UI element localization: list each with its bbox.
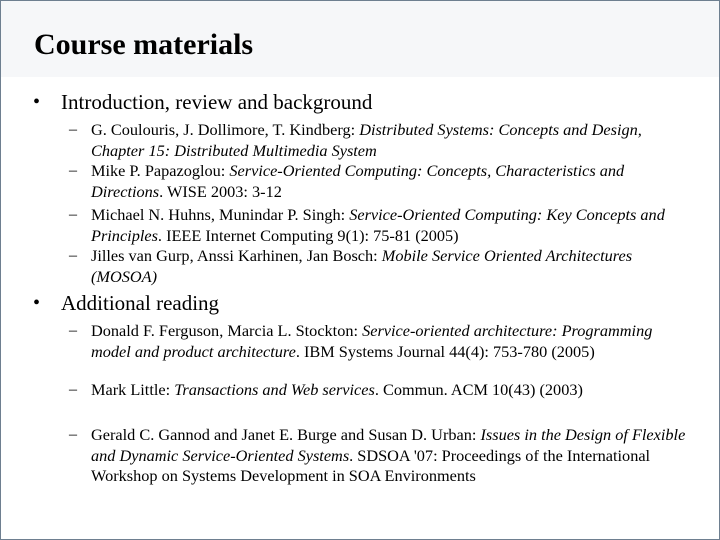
reference-item [91, 321, 691, 362]
reference-venue: . WISE 2003: 3-12 [159, 181, 282, 201]
reference-title: Issues in the Design of Flexible and Dynamic Service-Oriented Systems [91, 425, 686, 465]
reference-item [91, 380, 691, 401]
reference-item [91, 205, 691, 246]
bullet-icon: • [33, 292, 41, 314]
reference-item [91, 120, 691, 161]
reference-title: Service-Oriented Computing: Concepts, Characteristics and Directions [91, 161, 625, 201]
reference-item [91, 161, 691, 202]
dash-icon: – [69, 322, 77, 339]
reference-authors: Mike P. Papazoglou: [91, 161, 230, 180]
dash-icon: – [69, 381, 77, 398]
reference-title: Distributed Systems: Concepts and Design, Chapter 15: Distributed Multimedia System [91, 120, 642, 160]
section-heading: Additional reading [61, 291, 220, 315]
dash-icon: – [69, 121, 77, 138]
section-heading: Introduction, review and background [61, 90, 373, 114]
reference-title: Transactions and Web services [174, 380, 375, 399]
reference-title: Mobile Service Oriented Architectures (MOSOA) [91, 246, 633, 286]
reference-authors: Mark Little: [91, 380, 175, 399]
reference-authors: Gerald C. Gannod and Janet E. Burge and Susan D. Urban: [91, 425, 481, 444]
reference-item [91, 246, 691, 287]
reference-venue: . Commun. ACM 10(43) (2003) [374, 380, 583, 399]
dash-icon: – [69, 206, 77, 223]
reference-authors: Jilles van Gurp, Anssi Karhinen, Jan Bosch: [91, 246, 382, 265]
bullet-icon: • [33, 91, 41, 113]
dash-icon: – [69, 162, 77, 179]
reference-title: Service-oriented architecture: Programming model and product architecture [91, 321, 653, 361]
slide-title: Course materials [34, 28, 254, 61]
reference-venue: . IEEE Internet Computing 9(1): 75-81 (2005) [157, 225, 459, 245]
reference-venue: . IBM Systems Journal 44(4): 753-780 (2005) [295, 341, 595, 361]
reference-authors: G. Coulouris, J. Dollimore, T. Kindberg: [91, 120, 360, 139]
reference-item [91, 425, 691, 487]
dash-icon: – [69, 426, 77, 443]
reference-title: Service-Oriented Computing: Key Concepts and Principles [91, 205, 665, 245]
reference-venue: . SDSOA '07: Proceedings of the International Workshop on Systems Development in SOA Environments [91, 445, 651, 485]
reference-authors: Donald F. Ferguson, Marcia L. Stockton: [91, 321, 363, 340]
reference-authors: Michael N. Huhns, Munindar P. Singh: [91, 205, 350, 224]
dash-icon: – [69, 247, 77, 264]
